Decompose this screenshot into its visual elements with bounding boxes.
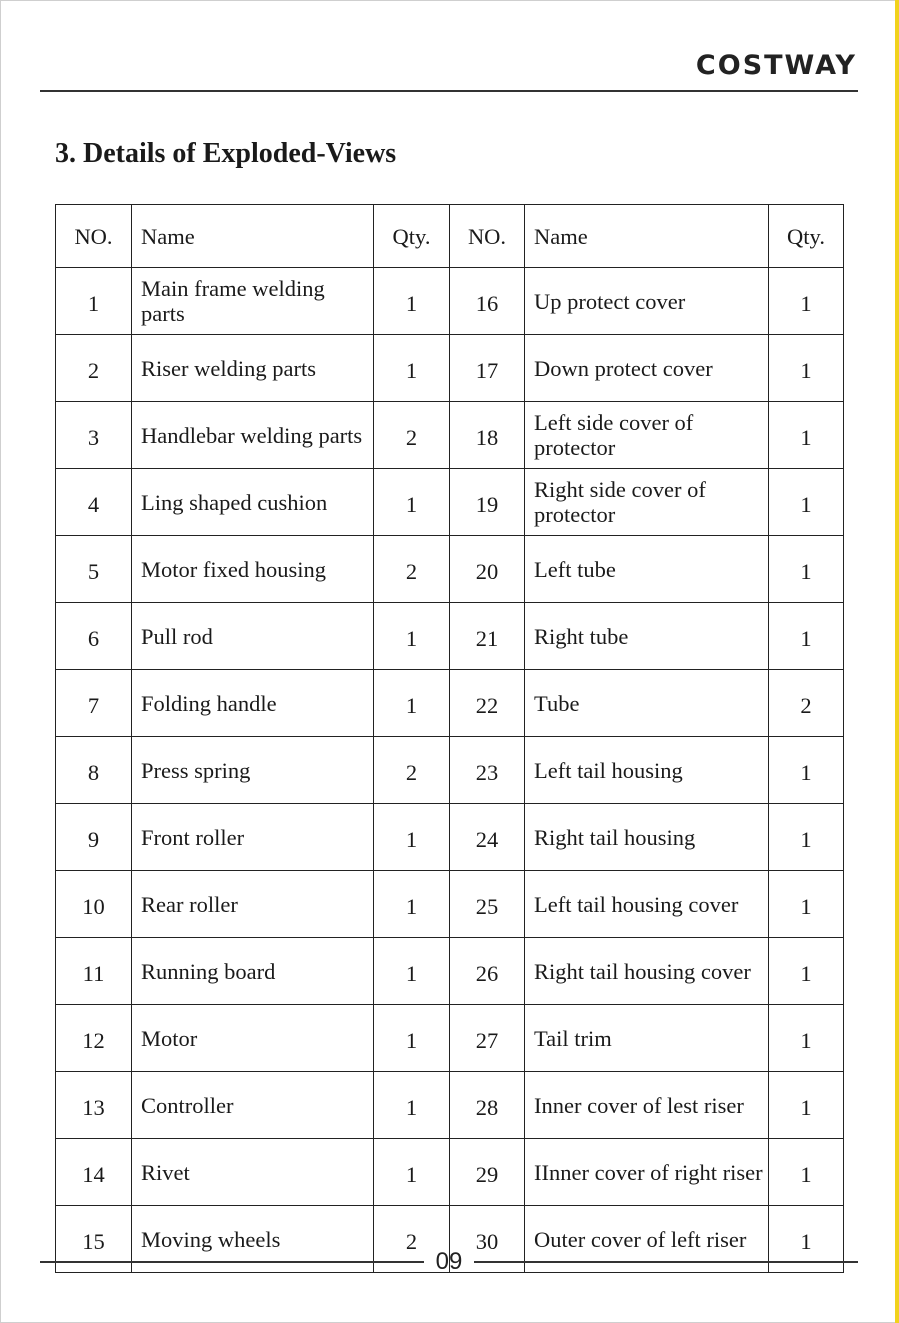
part-qty: 1 — [769, 1206, 844, 1273]
table-body — [56, 268, 844, 1273]
parts-table — [55, 204, 844, 1273]
part-name: Right tail housing — [525, 804, 769, 871]
part-name: Rivet — [132, 1139, 374, 1206]
accent-stripe — [895, 0, 899, 1323]
part-qty: 1 — [374, 469, 450, 536]
part-name: Up protect cover — [525, 268, 769, 335]
part-no: 13 — [56, 1072, 132, 1139]
table-row — [56, 469, 844, 536]
part-name: Tube — [525, 670, 769, 737]
part-no: 30 — [450, 1206, 525, 1273]
part-no: 7 — [56, 670, 132, 737]
part-qty: 1 — [769, 268, 844, 335]
part-qty: 1 — [374, 335, 450, 402]
page-number: 09 — [435, 1248, 463, 1275]
part-name: Press spring — [132, 737, 374, 804]
part-name: Right side cover of protector — [525, 469, 769, 536]
part-qty: 1 — [374, 1139, 450, 1206]
header-qty: Qty. — [374, 205, 450, 268]
part-qty: 1 — [374, 603, 450, 670]
part-no: 5 — [56, 536, 132, 603]
part-qty: 1 — [374, 1005, 450, 1072]
part-no: 14 — [56, 1139, 132, 1206]
part-qty: 1 — [769, 938, 844, 1005]
part-name: Riser welding parts — [132, 335, 374, 402]
part-no: 19 — [450, 469, 525, 536]
part-no: 28 — [450, 1072, 525, 1139]
part-no: 21 — [450, 603, 525, 670]
part-no: 25 — [450, 871, 525, 938]
part-qty: 1 — [769, 402, 844, 469]
part-name: Motor fixed housing — [132, 536, 374, 603]
part-qty: 2 — [374, 1206, 450, 1273]
table-header-row — [56, 205, 844, 268]
header-no: NO. — [450, 205, 525, 268]
part-name: Left tail housing — [525, 737, 769, 804]
part-no: 11 — [56, 938, 132, 1005]
part-no: 26 — [450, 938, 525, 1005]
part-name: IInner cover of right riser — [525, 1139, 769, 1206]
part-name: Motor — [132, 1005, 374, 1072]
part-no: 16 — [450, 268, 525, 335]
part-qty: 1 — [769, 469, 844, 536]
section-title: 3. Details of Exploded-Views — [55, 138, 397, 169]
part-no: 3 — [56, 402, 132, 469]
header-divider — [40, 90, 858, 92]
part-name: Inner cover of lest riser — [525, 1072, 769, 1139]
table-row — [56, 1072, 844, 1139]
part-qty: 1 — [374, 670, 450, 737]
part-no: 18 — [450, 402, 525, 469]
part-qty: 1 — [769, 804, 844, 871]
part-no: 8 — [56, 737, 132, 804]
header-qty: Qty. — [769, 205, 844, 268]
part-name: Left tube — [525, 536, 769, 603]
header-name: Name — [525, 205, 769, 268]
part-qty: 1 — [374, 1072, 450, 1139]
part-name: Moving wheels — [132, 1206, 374, 1273]
part-no: 15 — [56, 1206, 132, 1273]
part-qty: 2 — [374, 402, 450, 469]
part-qty: 1 — [769, 871, 844, 938]
header-no: NO. — [56, 205, 132, 268]
part-name: Ling shaped cushion — [132, 469, 374, 536]
part-name: Folding handle — [132, 670, 374, 737]
part-name: Rear roller — [132, 871, 374, 938]
part-no: 20 — [450, 536, 525, 603]
header-name: Name — [132, 205, 374, 268]
part-no: 22 — [450, 670, 525, 737]
part-no: 24 — [450, 804, 525, 871]
footer-divider-left — [40, 1261, 424, 1263]
part-qty: 1 — [769, 536, 844, 603]
part-name: Outer cover of left riser — [525, 1206, 769, 1273]
part-name: Handlebar welding parts — [132, 402, 374, 469]
part-no: 6 — [56, 603, 132, 670]
part-qty: 1 — [769, 1139, 844, 1206]
part-qty: 1 — [374, 804, 450, 871]
table-row — [56, 1139, 844, 1206]
table-row — [56, 938, 844, 1005]
part-no: 1 — [56, 268, 132, 335]
part-qty: 1 — [769, 737, 844, 804]
table-row — [56, 1005, 844, 1072]
footer-divider-right — [474, 1261, 858, 1263]
table-row — [56, 670, 844, 737]
part-qty: 1 — [374, 938, 450, 1005]
part-qty: 1 — [769, 335, 844, 402]
table-row — [56, 402, 844, 469]
part-name: Front roller — [132, 804, 374, 871]
part-qty: 2 — [374, 536, 450, 603]
part-qty: 2 — [769, 670, 844, 737]
part-no: 4 — [56, 469, 132, 536]
part-name: Right tail housing cover — [525, 938, 769, 1005]
table-row — [56, 871, 844, 938]
part-name: Main frame welding parts — [132, 268, 374, 335]
part-no: 10 — [56, 871, 132, 938]
part-no: 23 — [450, 737, 525, 804]
table-row — [56, 603, 844, 670]
part-name: Right tube — [525, 603, 769, 670]
part-qty: 1 — [374, 268, 450, 335]
part-name: Pull rod — [132, 603, 374, 670]
part-no: 17 — [450, 335, 525, 402]
part-no: 29 — [450, 1139, 525, 1206]
table-row — [56, 268, 844, 335]
part-name: Controller — [132, 1072, 374, 1139]
part-qty: 1 — [769, 1072, 844, 1139]
part-qty: 1 — [374, 871, 450, 938]
part-qty: 2 — [374, 737, 450, 804]
part-name: Down protect cover — [525, 335, 769, 402]
part-qty: 1 — [769, 1005, 844, 1072]
table-row — [56, 804, 844, 871]
part-name: Left tail housing cover — [525, 871, 769, 938]
part-no: 12 — [56, 1005, 132, 1072]
part-name: Running board — [132, 938, 374, 1005]
table-row — [56, 335, 844, 402]
part-qty: 1 — [769, 603, 844, 670]
table-row — [56, 536, 844, 603]
part-name: Tail trim — [525, 1005, 769, 1072]
part-no: 9 — [56, 804, 132, 871]
part-name: Left side cover of protector — [525, 402, 769, 469]
part-no: 27 — [450, 1005, 525, 1072]
part-no: 2 — [56, 335, 132, 402]
table-row — [56, 737, 844, 804]
brand-logo: COSTWAY — [695, 50, 857, 81]
